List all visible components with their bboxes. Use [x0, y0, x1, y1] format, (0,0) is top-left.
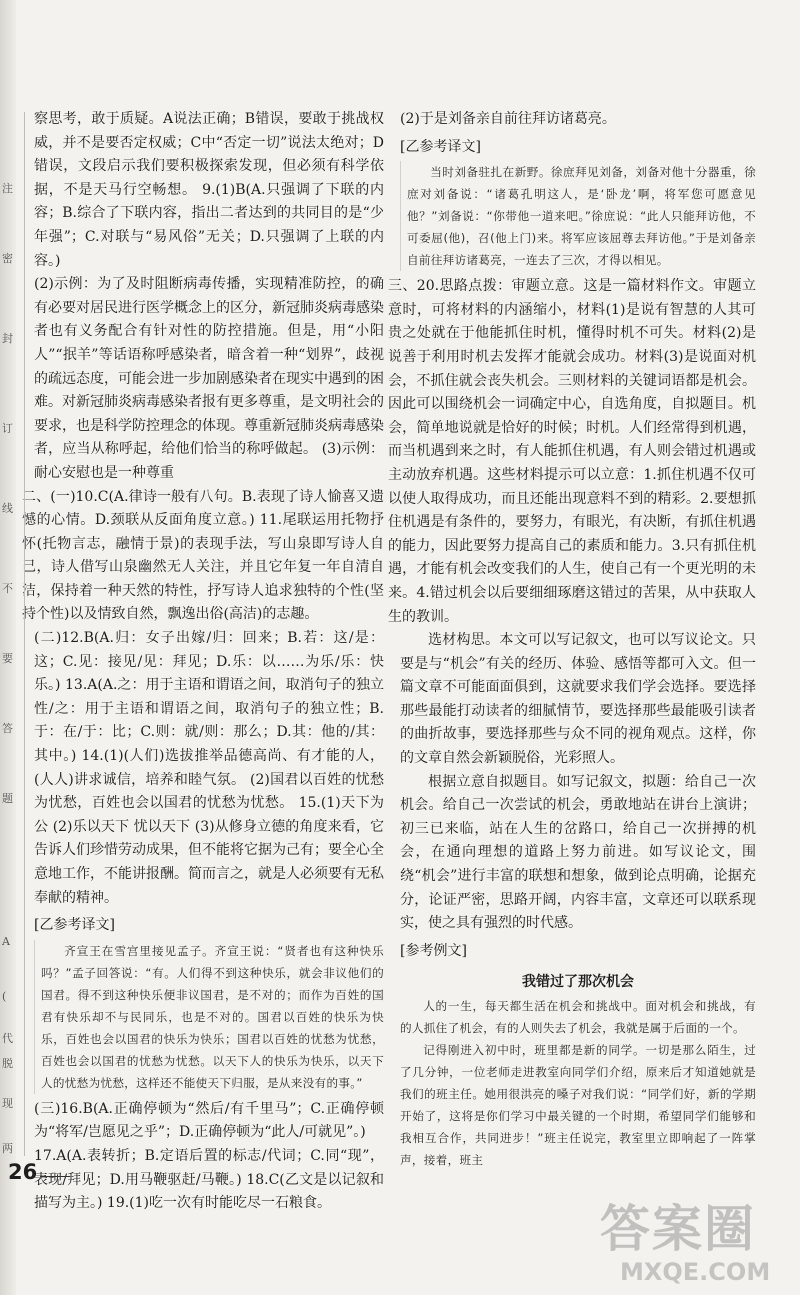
page-number: 26: [8, 1160, 38, 1184]
gutter-char: A: [2, 935, 10, 948]
answer-paragraph: 根据立意自拟题目。如写记叙文，拟题：给自己一次机会。给自己一次尝试的机会，勇敢地站在讲台上演讲；初三已来临，站在人生的岔路口，给自己一次拼搏的机会，在通向理想的道路上努力前进。如写议论文，围绕“机会”进行丰富的联想和想象，做到论点明确，论据充分，论证严密，思路开阔，内容丰富，文章还可以联系现实，使之具有强烈的时代感。: [400, 773, 756, 932]
gutter-char: 不: [2, 582, 13, 595]
sample-essay-title: 我错过了那次机会: [522, 974, 634, 991]
gutter-char: 现: [2, 1097, 13, 1110]
answer-paragraph: (2)示例：为了及时阻断病毒传播，实现精准防控，的确有必要对居民进行医学概念上的区分，新冠肺炎病毒感染者也有义务配合有针对性的防控措施。但是，用“小阳人”“抿羊”等话语称呼感染者，暗含着一种“划界”，歧视的疏远态度，可能会进一步加剧感染者在现实中遇到的困难。对新冠肺炎病毒感染者报有更多尊重，是文明社会的要求，也是科学防控理念的体现。尊重新冠肺炎病毒感染者，应当从称呼起，给他们恰当的称呼做起。 (3)示例：耐心安慰也是一种尊重: [34, 276, 384, 481]
sample-essay-label: [参考例文]: [400, 942, 467, 959]
gutter-char: 题: [2, 792, 13, 805]
gutter-char: 代: [2, 1032, 13, 1045]
translation-text: 当时刘备驻扎在新野。徐庶拜见刘备，刘备对他十分器重，徐庶对刘备说：“诸葛孔明这人，是‘卧龙’啊，将军您可愿意见他？”刘备说：“你带他一道来吧。”徐庶说：“此人只能拜访他，不可委屈(他)，召(他上门)来。将军应该屈尊去拜访他。”于是刘备亲自前往拜访诸葛亮，一连去了三次，才得以相见。: [407, 165, 756, 268]
gutter-char: 密: [2, 252, 13, 265]
translation-label: [乙参考译文]: [34, 917, 115, 934]
page-number-dash: [40, 1176, 70, 1177]
section-two-answers: 二、(一)10.C(A.律诗一般有八句。B.表现了诗人愉喜又遗憾的心情。D.颈联从反面角度立意。) 11.尾联运用托物抒怀(托物言志，融情于景)的表现手法，写山泉即写诗人自己，诗人借写山泉幽然无人关注，并且它年复一年自清自洁，保持着一种天然的特性，抒写诗人追求独特的个性(坚持个性)以及情致自然，飘逸出俗(高洁)的志趣。: [22, 488, 384, 623]
section-three-answers: 三、20.思路点拨：审题立意。这是一篇材料作文。审题立意时，可将材料的内涵缩小，材料(1)是说有智慧的人其可贵之处就在于他能抓住时机，懂得时机不可失。材料(2)是说善于利用时机去发挥才能就会成功。材料(3)是说面对机会，不抓住就会丧失机会。三则材料的关键词语都是机会。因此可以围绕机会一词确定中心，自选角度，自拟题目。机会，简单地说就是恰好的时候；时机。人们经常得到机遇，而当机遇到来之时，有人能抓住机遇，有人则会错过机遇或主动放弃机遇。这些材料提示可以立意：1.抓住机遇不仅可以使人取得成功，而且还能出现意料不到的精彩。2.要想抓住机遇是有条件的，要努力，有眼光，有决断，有抓住机遇的能力，因此要努力提高自己的素质和能力。3.只有抓住机遇，才能有机会改变我们的人生，使自己有一个更光明的未来。4.错过机会以后要细细琢磨这错过的苦果，从中获取人生的教训。: [388, 278, 756, 625]
essay-paragraph: 记得刚进入初中时，班里都是新的同学。一切是那么陌生，过了几分钟，一位老师走进教室向同学们介绍，原来后才知道她就是我们的班主任。她用很洪亮的嗓子对我们说：“同学们好，新的学期开始了，这将是你们学习中最关键的一个时期，希望同学们能够和我相互合作，共同进步！”班主任说完，教室里立即响起了一阵掌声，接着，班主: [400, 1043, 756, 1168]
gutter-char: 脱: [2, 1057, 13, 1070]
gutter-char: 两: [2, 1142, 13, 1155]
translation-block: [34, 940, 384, 1094]
answer-paragraph: (2)于是刘备亲自前往拜访诸葛亮。: [400, 111, 616, 127]
watermark-logo: 答案圈: [600, 1200, 756, 1258]
translation-block: [400, 161, 756, 271]
answer-paragraph: (三)16.B(A.正确停顿为“然后/有千里马”；C.正确停顿为“将军/岂愿见之乎”；D.正确停顿为“此人/可就见”。): [34, 1100, 384, 1141]
translation-label: [乙参考译文]: [400, 138, 481, 155]
gutter-char: 注: [2, 182, 13, 195]
binding-gutter: [0, 0, 16, 1295]
gutter-char: 线: [2, 502, 13, 515]
answer-paragraph: 察思考，敢于质疑。A说法正确；B错误，要敢于挑战权威，并不是要否定权威；C中“否定一切”说法太绝对；D错误，文段启示我们要积极探索发现，但必须有科学依据，不是天马行空畅想。 9.(1)B(A.只强调了下联的内容；B.综合了下联内容，指出二者达到的共同目的是“少年强”；C.对联与“易风俗”无关；D.只强调了上联的内容。): [34, 111, 384, 269]
sample-essay: [400, 995, 756, 1171]
gutter-char: (: [2, 990, 7, 1003]
gutter-char: 订: [2, 422, 13, 435]
essay-paragraph: 人的一生，每天都生活在机会和挑战中。面对机会和挑战，有的人抓住了机会，有的人则失去了机会，我就是属于后面的一个。: [400, 999, 756, 1036]
watermark-url: MXQE.COM: [620, 1258, 771, 1286]
answer-paragraph: 选材构思。本文可以写记叙文，也可以写议论文。只要是与“机会”有关的经历、体验、感悟等都可入文。但一篇文章不可能面面俱到，这就要求我们学会选择。要选择那些最能打动读者的细腻情节，要选择那些最能吸引读者的曲折故事，要选择那些与众不同的视角观点。这样，你的文章自然会新颖脱俗，光彩照人。: [400, 632, 756, 767]
right-column: [388, 108, 756, 1171]
answer-paragraph: (二)12.B(A.归：女子出嫁/归：回来；B.若：这/是：这；C.见：接见/见：拜见；D.乐：以……为乐/乐：快乐。) 13.A(A.之：用于主语和谓语之间，取消句子的独立性/之：用于主语和谓语之间，取消句子的独立性；B.于：在/于：比；C.则：就/则：那么；D.其：他的/其：其中。) 14.(1)(人们)选拔推举品德高尚、有才能的人，(人人)讲求诚信，培养和睦气氛。 (2)国君以百姓的忧愁为忧愁，百姓也会以国君的忧愁为忧愁。 15.(1)天下为公 (2)乐以天下 忧以天下 (3)从修身立德的角度来看，它告诉人们珍惜劳动成果，但不能将它据为己有；要全心全意地工作，不能讲报酬。简而言之，就是人必须要有无私奉献的精神。: [34, 630, 384, 906]
gutter-char: 要: [2, 652, 13, 665]
answer-paragraph: 17.A(A.表转折；B.定语后置的标志/代词；C.同“现”，表现/拜见；D.用马鞭驱赶/马鞭。) 18.C(乙文是以记叙和描写为主。) 19.(1)吃一次有时能吃尽一石粮食。: [34, 1147, 384, 1212]
translation-text: 齐宣王在雪宫里接见孟子。齐宣王说：“贤者也有这种快乐吗？”孟子回答说：“有。人们得不到这种快乐，就会非议他们的国君。得不到这种快乐便非议国君，是不对的；而作为百姓的国君有快乐却不与民同乐，也是不对的。国君以百姓的快乐为快乐，百姓也会以国君的快乐为快乐；国君以百姓的忧愁为忧愁，百姓也会以国君的忧愁为忧愁。以天下人的快乐为快乐，以天下人的忧愁为忧愁，这样还不能使天下归服，是从来没有的事。”: [41, 943, 384, 1090]
gutter-char: 封: [2, 332, 13, 345]
gutter-char: 答: [2, 722, 13, 735]
